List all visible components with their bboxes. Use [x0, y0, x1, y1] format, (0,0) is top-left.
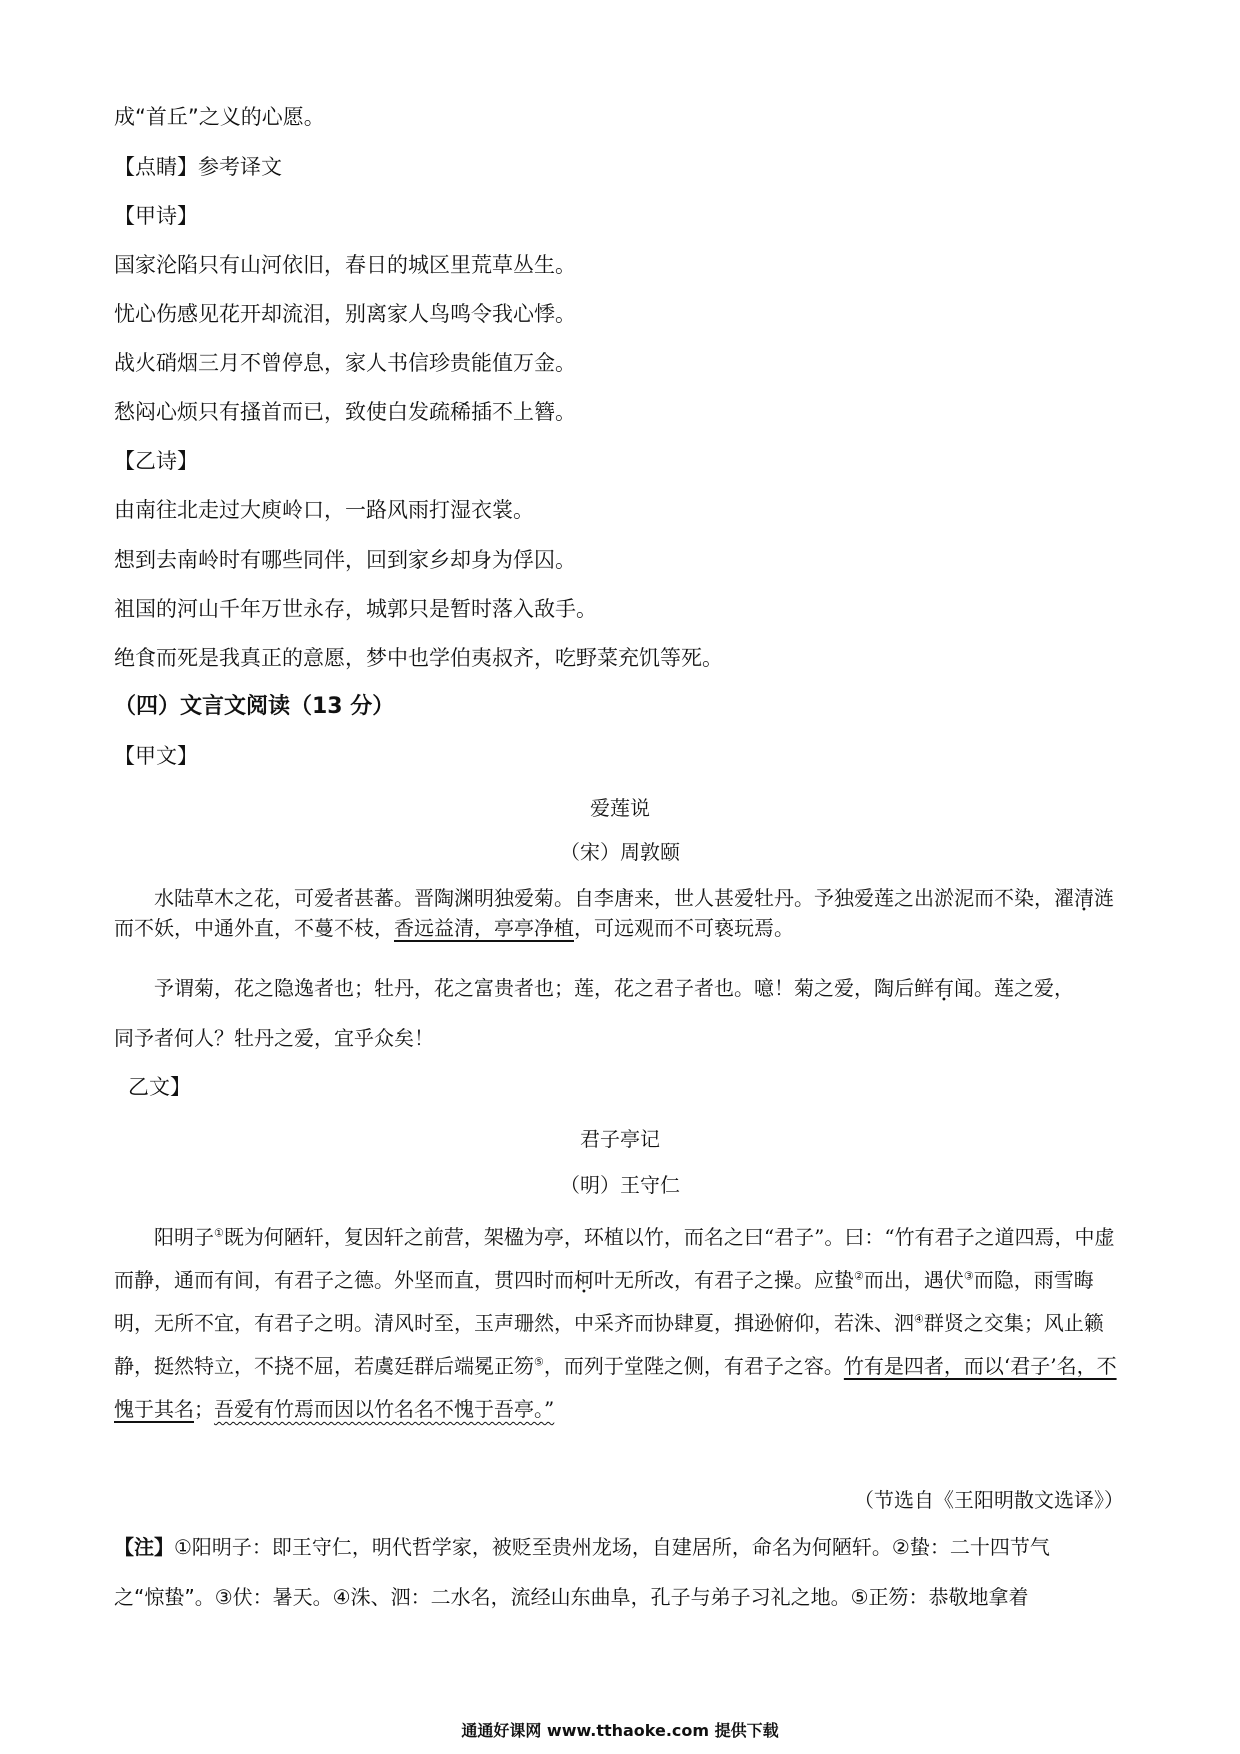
jia-shi-line-4: 愁闷心烦只有搔首而已，致使白发疏稀插不上簪。: [114, 400, 576, 424]
notes-label: 【注】: [114, 1535, 174, 1559]
jia-wen-paragraph-1: [114, 883, 1124, 943]
yi-shi-label: 【乙诗】: [114, 449, 198, 473]
yi-shi-line-3: 祖国的河山千年万世永存，城郭只是暂时落入敌手。: [114, 597, 597, 621]
notes-text-1: ①阳明子：即王守仁，明代哲学家，被贬至贵州龙场，自建居所，命名为何陋轩。②蛰：二十四节气: [174, 1535, 1050, 1559]
yi-wen-text-8: 泗: [894, 1311, 914, 1335]
page-footer: 通通好课网 www.tthaoke.com 提供下载: [461, 1721, 779, 1740]
jia-wen-label: 【甲文】: [114, 744, 198, 768]
footnote-marker-2: ②: [854, 1269, 864, 1283]
jia-wen-p2-b: 有闻。莲之爱，: [934, 976, 1074, 1000]
yi-wen-text-6: 伏: [943, 1268, 964, 1292]
jia-shi-line-3: 战火硝烟三月不曾停息，家人书信珍贵能值万金。: [114, 351, 576, 375]
footnote-marker-3: ③: [963, 1269, 974, 1283]
yi-shi-line-1: 由南往北走过大庾岭口，一路风雨打湿衣裳。: [114, 498, 534, 522]
section-heading: （四）文言文阅读（13 分）: [114, 694, 395, 719]
yi-wen-text-5: 而出，遇: [863, 1268, 944, 1292]
jia-wen-p1-c: ，可远观而不可亵玩焉。: [574, 916, 794, 940]
jia-wen-paragraph-2: [114, 973, 1124, 1003]
emphasis-dot-xian: 鲜: [914, 976, 934, 1000]
continuation-text: 成“首丘”之义的心愿。: [114, 105, 325, 129]
dianjing-label: 【点睛】参考译文: [114, 155, 282, 179]
emphasis-dot-zhuo: 濯: [1054, 886, 1074, 910]
yi-shi-line-4: 绝食而死是我真正的意愿，梦中也学伯夷叔齐，吃野菜充饥等死。: [114, 646, 723, 670]
yi-wen-text-3: 四焉，中虚而静，通而有间，有君子之德。外坚而直，贯四时: [114, 1225, 1115, 1292]
jia-shi-label: 【甲诗】: [114, 204, 198, 228]
yi-wen-title: 君子亭记: [580, 1127, 660, 1151]
wavy-underlined-sentence-2: 吾爱有竹焉而因以竹名名不愧于吾亭。”: [214, 1397, 555, 1421]
jia-wen-p1-b: 清涟而不妖，中通外直，不蔓不枝，: [114, 886, 1114, 940]
yi-wen-paragraph: [114, 1216, 1124, 1431]
footnote-marker-5: ⑤: [534, 1355, 544, 1369]
jia-wen-title: 爱莲说: [590, 796, 650, 820]
jia-wen-p1-a: 水陆草木之花，可爱者甚蕃。晋陶渊明独爱菊。自李唐来，世人甚爱牡丹。予独爱莲之出淤泥而不染，: [154, 886, 1054, 910]
yi-wen-text-10: ，而列于堂陛之侧，有君子之容。: [543, 1354, 844, 1378]
footnote-marker-1: ①: [214, 1226, 224, 1240]
underlined-phrase-xiangyuanyiqing: 香远益清，亭亭净植: [394, 916, 574, 940]
yi-wen-text-9: 群贤之交集；风止籁静，挺然特立，不挠不屈，若虞廷群后端冕正笏: [114, 1311, 1104, 1378]
yi-wen-text-11: ；: [194, 1397, 214, 1421]
jia-wen-paragraph-2-end: 同予者何人？牡丹之爱，宜乎众矣！: [114, 1026, 434, 1050]
jia-shi-line-1: 国家沦陷只有山河依旧，春日的城区里荒草丛生。: [114, 253, 576, 277]
underlined-sentence-1: 竹有是四者，而以‘君子’名，不愧于其名: [114, 1354, 1117, 1421]
notes-line-1: [114, 1532, 1050, 1562]
jia-shi-line-2: 忧心伤感见花开却流泪，别离家人鸟鸣令我心悸。: [114, 302, 576, 326]
yi-wen-text-4: 柯叶无所改，有君子之操。应蛰: [574, 1268, 854, 1292]
jia-wen-author: （宋）周敦颐: [560, 840, 680, 864]
yi-wen-text-2: 既为何陋轩，复因轩之前营，架楹为亭，环植以竹，而名之曰“君子”。曰：“竹有君子之道: [223, 1225, 1015, 1249]
yi-shi-line-2: 想到去南岭时有哪些同伴，回到家乡却身为俘囚。: [114, 548, 576, 572]
yi-wen-label: 乙文】: [128, 1075, 191, 1099]
source-citation: （节选自《王阳明散文选译》）: [854, 1488, 1124, 1512]
emphasis-dot-er: 而: [554, 1268, 574, 1292]
footnote-marker-4: ④: [914, 1312, 924, 1326]
notes-line-2: 之“惊蛰”。③伏：暑天。④洙、泗：二水名，流经山东曲阜，孔子与弟子习礼之地。⑤正笏：恭敬地拿着: [114, 1585, 1029, 1609]
yi-wen-text-7: 而隐，雨雪晦明，无所不宜，有君子之明。清风时至，玉声珊然，中采齐而协肆夏，揖逊俯仰，若洙、: [114, 1268, 1094, 1335]
yi-wen-author: （明）王守仁: [560, 1173, 680, 1197]
jia-wen-p2-a: 予谓菊，花之隐逸者也；牡丹，花之富贵者也；莲，花之君子者也。噫！菊之爱，陶后: [154, 976, 914, 1000]
yi-wen-text-1: 阳明子: [154, 1225, 214, 1249]
